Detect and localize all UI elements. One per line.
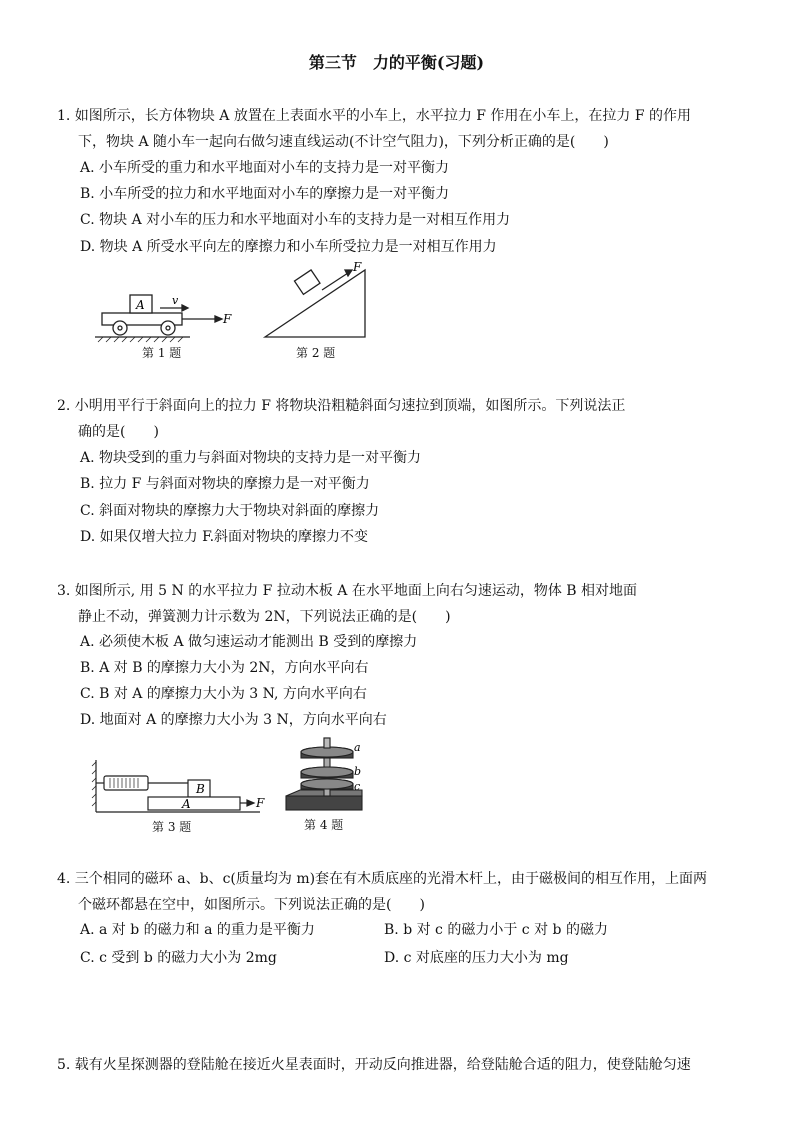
q4-option-b: B. b 对 c 的磁力小于 c 对 b 的磁力	[384, 922, 608, 938]
q5-stem-line1: 5. 载有火星探测器的登陆舱在接近火星表面时，开动反向推进器，给登陆舱合适的阻力，使登陆舱匀速	[57, 1057, 691, 1073]
q1-option-c: C. 物块 A 对小车的压力和水平地面对小车的支持力是一对相互作用力	[80, 212, 511, 228]
cart-figure	[95, 295, 222, 342]
q3-stem-line1: 3. 如图所示, 用 5 N 的水平拉力 F 拉动木板 A 在水平地面上向右匀速运动，物体 B 相对地面	[57, 583, 638, 599]
figure3-caption: 第 3 题	[152, 820, 192, 834]
q2-option-a: A. 物块受到的重力与斜面对物块的支持力是一对平衡力	[80, 450, 422, 466]
q2-stem-line2: 确的是( )	[78, 424, 159, 440]
label-block-b: B	[196, 782, 205, 796]
q3-stem-line2: 静止不动，弹簧测力计示数为 2N，下列说法正确的是( )	[78, 609, 451, 625]
q2-option-b: B. 拉力 F 与斜面对物块的摩擦力是一对平衡力	[80, 476, 370, 492]
label-board-a: A	[182, 797, 191, 811]
page-title: 第三节 力的平衡(习题)	[308, 53, 485, 72]
label-force-f2: F	[353, 260, 362, 274]
q4-option-c: C. c 受到 b 的磁力大小为 2mg	[80, 950, 277, 966]
q1-option-d: D. 物块 A 所受水平向左的摩擦力和小车所受拉力是一对相互作用力	[80, 239, 497, 255]
label-ring-c: c	[354, 780, 361, 793]
label-force-f1: F	[223, 312, 232, 326]
label-velocity: v	[172, 294, 179, 307]
q2-stem-line1: 2. 小明用平行于斜面向上的拉力 F 将物块沿粗糙斜面匀速拉到顶端，如图所示。下列说法正	[57, 398, 626, 414]
q4-option-a: A. a 对 b 的磁力和 a 的重力是平衡力	[80, 922, 315, 938]
magnet-rings-figure	[286, 738, 362, 810]
label-ring-a: a	[354, 741, 361, 754]
q3-option-d: D. 地面对 A 的摩擦力大小为 3 N，方向水平向右	[80, 712, 387, 728]
q1-option-a: A. 小车所受的重力和水平地面对小车的支持力是一对平衡力	[80, 160, 450, 176]
label-block-a: A	[136, 298, 145, 312]
incline-figure	[265, 270, 365, 337]
figure1-caption: 第 1 题	[142, 346, 182, 360]
q4-stem-line1: 4. 三个相同的磁环 a、b、c(质量均为 m)套在有木质底座的光滑木杆上，由于磁极间的相互作用，上面两	[57, 871, 708, 887]
figure4-caption: 第 4 题	[304, 818, 344, 832]
q4-stem-line2: 个磁环都悬在空中，如图所示。下列说法正确的是( )	[78, 897, 425, 913]
figure-cart-and-incline	[90, 262, 390, 347]
label-force-f3: F	[256, 796, 265, 810]
spring-board-figure	[92, 760, 260, 812]
q1-stem-line2: 下，物块 A 随小车一起向右做匀速直线运动(不计空气阻力)，下列分析正确的是( )	[78, 134, 609, 150]
q3-option-a: A. 必须使木板 A 做匀速运动才能测出 B 受到的摩擦力	[80, 634, 418, 650]
figure2-caption: 第 2 题	[296, 346, 336, 360]
board-a	[148, 797, 240, 810]
q2-option-c: C. 斜面对物块的摩擦力大于物块对斜面的摩擦力	[80, 503, 380, 519]
q3-option-b: B. A 对 B 的摩擦力大小为 2N，方向水平向右	[80, 660, 369, 676]
figure-spring-and-rings	[92, 738, 372, 818]
label-ring-b: b	[354, 765, 362, 778]
q1-stem-line1: 1. 如图所示，长方体物块 A 放置在上表面水平的小车上，水平拉力 F 作用在小车上，在拉力 F 的作用	[57, 108, 692, 124]
q3-option-c: C. B 对 A 的摩擦力大小为 3 N, 方向水平向右	[80, 686, 367, 702]
q2-option-d: D. 如果仅增大拉力 F.斜面对物块的摩擦力不变	[80, 529, 369, 545]
q4-option-d: D. c 对底座的压力大小为 mg	[384, 950, 569, 966]
q1-option-b: B. 小车所受的拉力和水平地面对小车的摩擦力是一对平衡力	[80, 186, 450, 202]
